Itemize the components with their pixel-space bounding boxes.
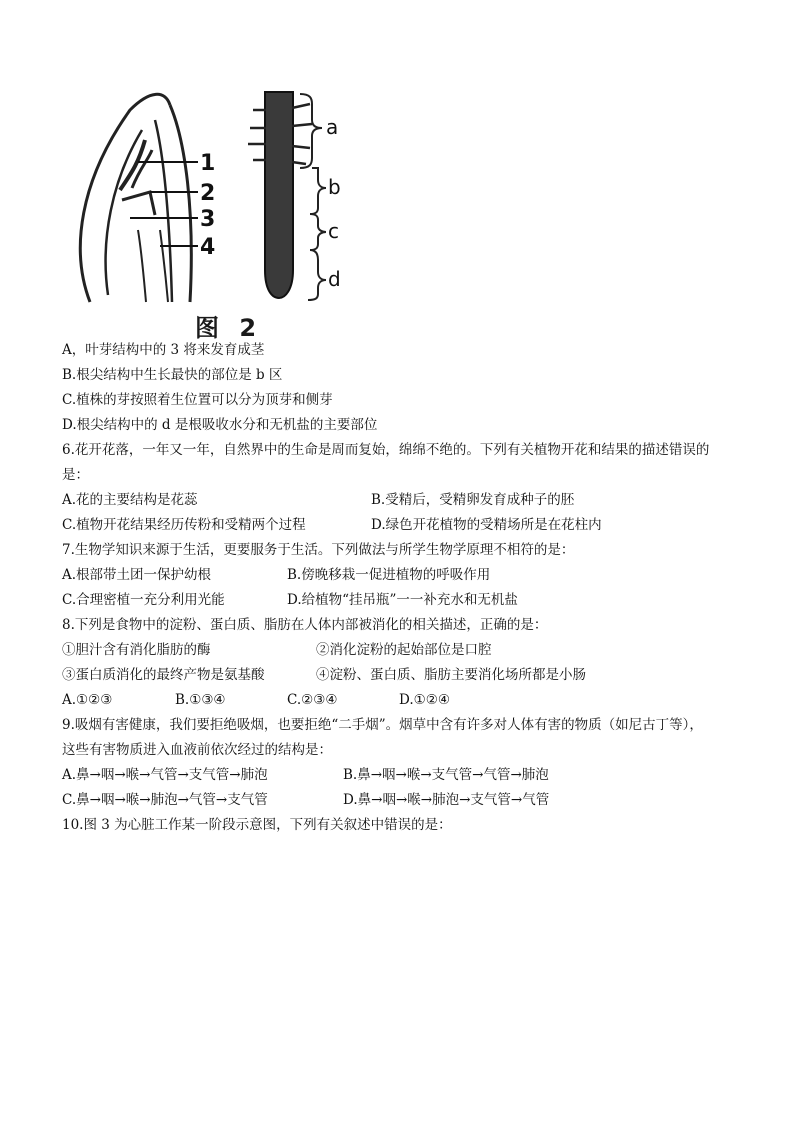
q7-option-d: D.给植物“挂吊瓶”一一补充水和无机盐 (287, 592, 518, 608)
q6-option-d: D.绿色开花植物的受精场所是在花柱内 (371, 517, 602, 533)
q6-option-c: C.植物开花结果经历传粉和受精两个过程 (62, 517, 306, 533)
q8-option-a: A.①②③ (62, 692, 113, 708)
bud-label-1: 1 (200, 151, 216, 176)
bud-label-2: 2 (200, 181, 216, 206)
q8-statement-4: ④淀粉、蛋白质、脂肪主要消化场所都是小肠 (316, 667, 586, 683)
q6-option-a: A.花的主要结构是花蕊 (62, 492, 198, 508)
figure-2 (60, 80, 380, 342)
q8-stem: 8.下列是食物中的淀粉、蛋白质、脂肪在人体内部被消化的相关描述，正确的是： (62, 617, 548, 633)
q9-option-a: A.鼻→咽→喉→气管→支气管→肺泡 (62, 767, 268, 783)
q8-option-d: D.①②④ (399, 692, 450, 708)
q5-option-b: B.根尖结构中生长最快的部位是 b 区 (62, 367, 283, 383)
root-label-c: c (328, 219, 339, 243)
q7-option-b: B.傍晚移栽一促进植物的呼吸作用 (287, 567, 491, 583)
q8-option-c: C.②③④ (287, 692, 338, 708)
q9-stem-line1: 9.吸烟有害健康，我们要拒绝吸烟，也要拒绝“二手烟”。烟草中含有许多对人体有害的物质（如尼古丁等）， (62, 717, 703, 733)
q7-stem: 7.生物学知识来源于生活，更要服务于生活。下列做法与所学生物学原理不相符的是： (62, 542, 575, 558)
q5-option-c: C.植株的芽按照着生位置可以分为顶芽和侧芽 (62, 392, 333, 408)
q9-option-b: B.鼻→咽→喉→支气管→气管→肺泡 (343, 767, 549, 783)
q7-option-c: C.合理密植一充分利用光能 (62, 592, 225, 608)
q6-stem-line1: 6.花开花落，一年又一年，自然界中的生命是周而复始，绵绵不绝的。下列有关植物开花和结果的描述错误的 (62, 442, 710, 458)
q8-statement-2: ②消化淀粉的起始部位是口腔 (316, 642, 492, 658)
q6-stem-line2: 是： (62, 467, 89, 483)
q8-statement-3: ③蛋白质消化的最终产物是氨基酸 (62, 667, 265, 683)
q7-option-a: A.根部带土团一保护幼根 (62, 567, 212, 583)
leaf-bud-diagram (80, 94, 191, 302)
q6-option-b: B.受精后，受精卵发育成种子的胚 (371, 492, 575, 508)
q5-option-d: D.根尖结构中的 d 是根吸收水分和无机盐的主要部位 (62, 417, 378, 433)
q9-stem-line2: 这些有害物质进入血液前依次经过的结构是： (62, 742, 332, 758)
q5-option-a: A，叶芽结构中的 3 将来发育成茎 (62, 342, 265, 358)
root-label-d: d (328, 267, 341, 291)
q9-option-c: C.鼻→咽→喉→肺泡→气管→支气管 (62, 792, 268, 808)
q9-option-d: D.鼻→咽→喉→肺泡→支气管→气管 (343, 792, 550, 808)
root-tip-diagram (248, 92, 341, 300)
q8-statement-1: ①胆汁含有消化脂肪的酶 (62, 642, 211, 658)
figure-2-drawing (60, 80, 380, 342)
bud-label-3: 3 (200, 207, 216, 232)
q10-stem: 10.图 3 为心脏工作某一阶段示意图，下列有关叙述中错误的是： (62, 817, 452, 833)
root-label-b: b (328, 175, 341, 199)
bud-label-4: 4 (200, 235, 216, 260)
q8-option-b: B.①③④ (175, 692, 226, 708)
figure-2-caption: 图 2 (195, 314, 263, 342)
root-label-a: a (326, 115, 339, 139)
